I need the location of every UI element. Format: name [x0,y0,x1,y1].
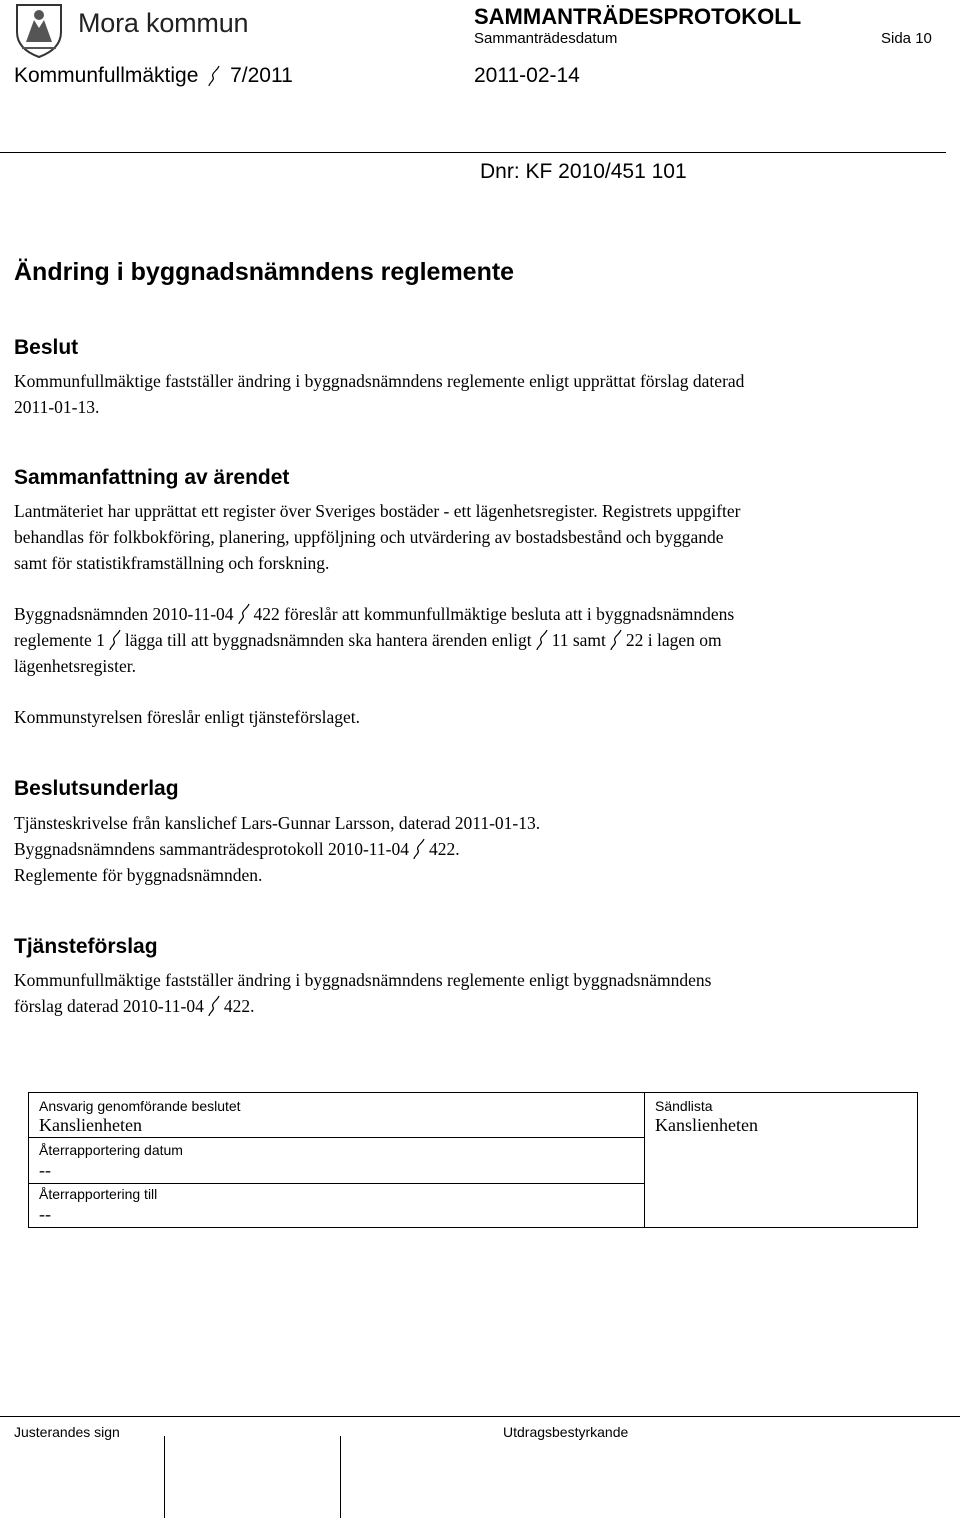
meeting-number: 7/2011 [230,64,293,87]
aterrapportering-datum-value: -- [39,1160,51,1180]
meeting-date: 2011-02-14 [474,64,580,87]
paragraph-line [14,601,934,627]
text-run: lägga till att byggnadsnämnden ska hantera ärenden enligt [124,630,532,650]
text-run: reglemente 1 [14,630,105,650]
section-sign-icon [535,629,549,651]
document-reference: Reglemente för byggnadsnämnden. [14,865,263,885]
beslut-heading: Beslut [14,336,79,359]
box-divider [29,1137,644,1138]
sammanfattning-heading: Sammanfattning av ärendet [14,466,290,489]
paragraph-line [14,627,934,653]
meeting-name [14,64,293,88]
section-sign-icon [237,603,251,625]
document-type: SAMMANTRÄDESPROTOKOLL [474,4,802,29]
paragraph-line: lägenhetsregister. [14,656,136,676]
mora-coat-of-arms-icon [14,2,64,58]
signature-box-divider [164,1436,165,1518]
signature-box-divider [340,1436,341,1518]
sammanfattning-paragraph-1 [14,498,934,576]
box-divider [29,1183,644,1184]
paragraph-line [14,993,934,1019]
beslut-line: Kommunfullmäktige fastställer ändring i byggnadsnämndens reglemente enligt upprättat förslag daterad [14,371,745,391]
text-run: Byggnadsnämnden 2010-11-04 [14,604,234,624]
section-sign-icon [412,838,426,860]
text-run: 422. [428,839,460,859]
beslut-text [14,368,934,420]
paragraph-line: Lantmäteriet har upprättat ett register över Sveriges bostäder - ett lägenhetsregister. Registrets uppgifter [14,501,741,521]
sammanfattning-paragraph-2 [14,601,934,679]
text-run: 422 föreslår att kommunfullmäktige besluta att i byggnadsnämndens [253,604,735,624]
sandlista-value: Kanslienheten [655,1115,758,1135]
paragraph-line: behandlas för folkbokföring, planering, uppföljning och utvärdering av bostadsbestånd och byggande [14,527,724,547]
document-reference [14,836,934,862]
beslutsunderlag-list [14,810,934,888]
aterrapportering-till-label: Återrapportering till [39,1186,158,1202]
paragraph-line: Kommunfullmäktige fastställer ändring i byggnadsnämndens reglemente enligt byggnadsnämndens [14,970,712,990]
sandlista-label: Sändlista [655,1098,713,1114]
diary-number: Dnr: KF 2010/451 101 [480,160,687,183]
tjansteforslag-heading: Tjänsteförslag [14,935,158,958]
section-sign-icon [207,995,221,1017]
document-reference: Tjänsteskrivelse från kanslichef Lars-Gunnar Larsson, daterad 2011-01-13. [14,813,541,833]
meeting-date-label: Sammanträdesdatum [474,30,618,47]
box-divider [644,1093,645,1227]
text-run: 11 samt [551,630,606,650]
beslut-line: 2011-01-13. [14,397,100,417]
organization-name: Mora kommun [78,8,249,38]
header-divider [0,152,946,153]
beslutsunderlag-heading: Beslutsunderlag [14,777,179,800]
tjansteforslag-text [14,967,934,1019]
footer-divider [0,1416,960,1417]
paragraph-line: samt för statistikframställning och forskning. [14,553,330,573]
page-number: Sida 10 [881,30,932,47]
utdragsbestyrkande-label: Utdragsbestyrkande [503,1424,629,1440]
section-sign-icon [609,629,623,651]
sammanfattning-paragraph-3: Kommunstyrelsen föreslår enligt tjänsteförslaget. [14,707,361,727]
justerandes-sign-label: Justerandes sign [14,1424,120,1440]
text-run: 22 i lagen om [625,630,722,650]
text-run: Byggnadsnämndens sammanträdesprotokoll 2010-11-04 [14,839,409,859]
section-sign-icon [108,629,122,651]
section-sign-icon [207,65,221,87]
implementation-box [28,1092,918,1228]
text-run: 422. [223,996,255,1016]
page-title: Ändring i byggnadsnämndens reglemente [14,258,515,286]
text-run: förslag daterad 2010-11-04 [14,996,204,1016]
aterrapportering-till-value: -- [39,1204,51,1224]
ansvarig-value: Kanslienheten [39,1115,142,1135]
ansvarig-label: Ansvarig genomförande beslutet [39,1098,241,1114]
aterrapportering-datum-label: Återrapportering datum [39,1142,183,1158]
meeting-body: Kommunfullmäktige [14,64,199,87]
